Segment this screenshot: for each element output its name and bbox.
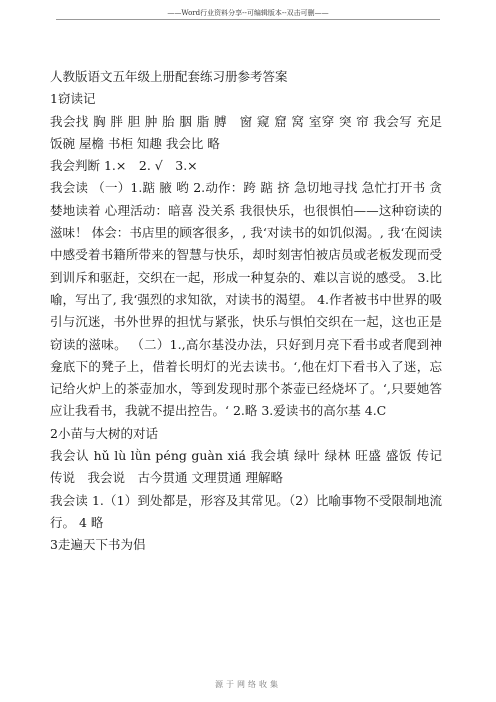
document-title: 人教版语文五年级上册配套练习册参考答案 [50,69,288,84]
header-divider [56,19,440,20]
page-header: ——Word行业资料分享--可编辑版本--双击可删—— [167,9,329,17]
lesson2-paragraph-2: 我会读 1.（1）到处都是，形容及其常见。（2）比喻事物不受限制地流行。 4 略 [50,492,442,530]
page-footer: 源于网络收集 [215,680,281,689]
lesson1-paragraph-1: 我会找 胸 胖 胆 肿 胎 胭 脂 膊 窗 窥 窟 窝 室穿 突 帘 我会写 充足 饭碗 屋檐 书柜 知趣 我会比 略 [50,113,442,151]
lesson3-heading: 3走遍天下书为侣 [50,537,146,553]
lesson1-heading: 1窃读记 [50,91,96,107]
lesson2-heading: 2小苗与大树的对话 [50,425,158,441]
lesson2-paragraph-1: 我会认 hǔ lù lǜn péng guàn xiá 我会填 绿叶 绿林 旺盛 盛饭 传记 传说 我会说 古今贯通 文理贯通 理解略 [50,448,442,486]
document-body [50,66,442,557]
lesson1-paragraph-3: 我会读 （一）1.踮 腋 哟 2.动作：跨 踮 挤 急切地寻找 急忙打开书 贪婪地读着 心理活动：暗喜 没关系 我很快乐，也很惧怕——这种窃读的滋味！ 体会：书店里的顾客很多，, 我‘对读书的如饥似渴。, 我‘在阅读中感受着书籍所带来的智慧与快乐，却时刻害怕被店员或老板发现而受到训斥和驱赶，交织在一起，形成一种复杂的、难以言说的感受。 3.比喻，写出了, 我‘强烈的求知欲，对读书的渴望。 4.作者被书中世界的吸引与沉迷，书外世界的担忧与紧张，快乐与惧怕交织在一起，这也正是窃读的滋味。 （二）1.,高尔基没办法，只好到月亮下看书或者爬到神龛底下的凳子上，借着长明灯的光去读书。‘,他在灯下看书入了迷，忘记给火炉上的茶壶加水，等到发现时那个茶壶已经烧坏了。‘,只要她答应让我看书，我就不提出控告。‘ 2.略 3.爱读书的高尔基 4.C [50,180,442,419]
lesson1-paragraph-2: 我会判断 1.× 2. √ 3.× [50,158,198,174]
